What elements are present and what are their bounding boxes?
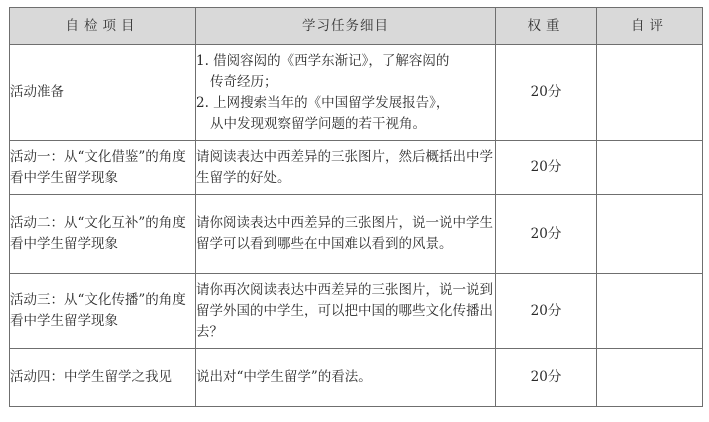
task-cell: 说出对“中学生留学”的看法。 [196,349,496,407]
weight-cell: 20分 [496,45,597,141]
table-header-row [10,8,703,45]
task-line: 从中发现观察留学问题的若干视角。 [210,115,426,132]
score-cell[interactable] [597,45,703,141]
item-cell: 活动三：从“文化传播”的角度看中学生留学现象 [10,274,196,349]
header-item: 自检项目 [10,8,196,45]
item-cell: 活动准备 [10,45,196,141]
item-cell: 活动一：从“文化借鉴”的角度看中学生留学现象 [10,141,196,195]
score-cell[interactable] [597,274,703,349]
item-cell: 活动二：从“文化互补”的角度看中学生留学现象 [10,195,196,274]
task-cell: 请你再次阅读表达中西差异的三张图片，说一说到留学外国的中学生，可以把中国的哪些文化传播出去？ [196,274,496,349]
table-row [10,45,703,141]
score-cell[interactable] [597,349,703,407]
weight-cell: 20分 [496,195,597,274]
table-row [10,195,703,274]
task-cell: 请你阅读表达中西差异的三张图片，说一说中学生留学可以看到哪些在中国难以看到的风景。 [196,195,496,274]
task-line: 2. 上网搜索当年的《中国留学发展报告》， [196,94,450,111]
header-weight: 权重 [496,8,597,45]
task-line: 传奇经历； [210,73,278,90]
task-line: 1. 借阅容闳的《西学东渐记》，了解容闳的 [196,52,450,69]
self-check-table [9,7,703,407]
header-task: 学习任务细目 [196,8,496,45]
weight-cell: 20分 [496,274,597,349]
table-row [10,349,703,407]
table-row [10,274,703,349]
score-cell[interactable] [597,195,703,274]
score-cell[interactable] [597,141,703,195]
header-score: 自评 [597,8,703,45]
task-cell [196,45,496,141]
task-cell: 请阅读表达中西差异的三张图片，然后概括出中学生留学的好处。 [196,141,496,195]
table-row [10,141,703,195]
weight-cell: 20分 [496,349,597,407]
item-cell: 活动四：中学生留学之我见 [10,349,196,407]
weight-cell: 20分 [496,141,597,195]
